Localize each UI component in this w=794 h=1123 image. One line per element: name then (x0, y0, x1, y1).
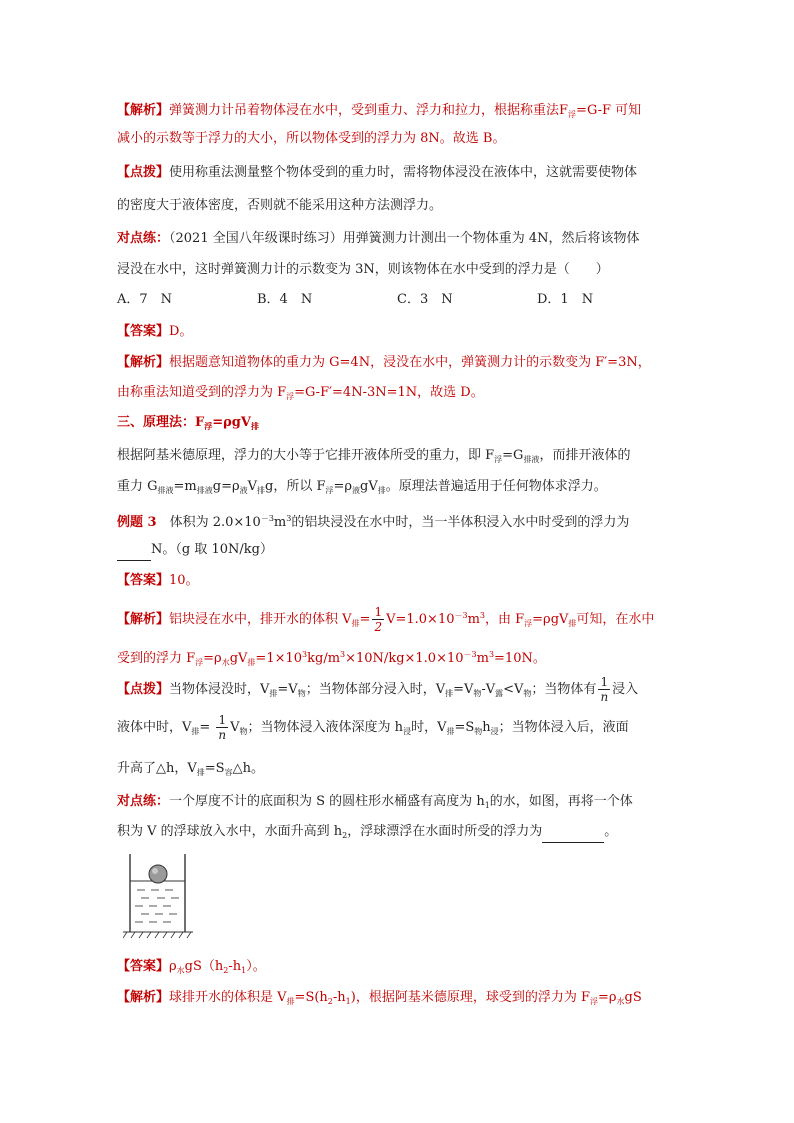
example-3-question: 例题 3 体积为 $2.0\times 10^{-3}m^3$的铝块浸没在水中时，当一半体积浸入水中时受到的浮力为 (117, 514, 630, 530)
example-3-question-line-2: N。（g 取 10N/kg） (117, 540, 273, 561)
option-d: D．1 N (537, 292, 594, 307)
analysis-paragraph-1-line-2: 减小的示数等于浮力的大小，所以物体受到的浮力为 8N。故选 B。 (117, 131, 506, 146)
tip-paragraph-1: 【点拨】使用称重法测量整个物体受到的重力时，需将物体浸没在液体中，这就需要使物体 (117, 165, 638, 180)
practice-question-1: 对点练：（2021 全国八年级课时练习）用弹簧测力计测出一个物体重为 4N，然后将该物体 (117, 231, 640, 246)
analysis-paragraph-2-line-2: 由称重法知道受到的浮力为 $F_浮=G-F'=4N-3N=1N$，故选 D。 (117, 385, 484, 401)
bucket-with-floating-ball-figure (123, 854, 193, 940)
answer-1: 【答案】D。 (117, 324, 193, 339)
answer-2: 【答案】10。 (117, 573, 199, 588)
answer-3: 【答案】$\rho_水gS(h_2-h_1)$。 (117, 959, 266, 975)
tip-paragraph-2-line-3: 升高了△h，$V_排=S_容\triangle h$。 (117, 761, 264, 777)
fraction-one-over-n: $\frac{1}{n}$ (600, 675, 609, 704)
principle-paragraph-line-2: 重力 $G_{排液}=m_{排液}g=\rho_液V_排g$，所以 $F_浮=\rho_液gV_排$。原理法普遍适用于任何物体求浮力。 (117, 479, 607, 495)
option-a: A．7 N (117, 292, 173, 307)
fraction-half: $\frac{1}{2}$ (374, 605, 383, 634)
tip-paragraph-2-line-2: 液体中时，$V_排=$ $\frac{1}{n}$ $V_物$；当物体浸入液体深度为 $h_浸$时，$V_排=S_物h_浸$；当物体浸入后，液面 (117, 713, 629, 742)
option-b: B．4 N (257, 292, 313, 307)
section-heading-principle: 三、原理法：$F_浮=\rho gV_排$ (117, 415, 259, 431)
analysis-paragraph-3: 【解析】铝块浸在水中，排开水的体积 $V_排=$ $\frac{1}{2}$ $V=1.0\times 10^{-3}m^3$，由 $F_浮=\rho gV_排$可知，在水中 (117, 605, 655, 634)
practice-question-2-line-2: 积为 V 的浮球放入水中，水面升高到 $h_2$，浮球漂浮在水面时所受的浮力为 。 (117, 822, 617, 846)
analysis-paragraph-1: 【解析】弹簧测力计吊着物体浸在水中，受到重力、浮力和拉力，根据称重法$F_浮=G-F$ 可知 (117, 103, 642, 119)
analysis-tag: 【解析】 (117, 103, 170, 118)
ball-highlight (152, 868, 158, 874)
practice-question-2: 对点练：一个厚度不计的底面积为 S 的圆柱形水桶盛有高度为 $h_1$的水，如图，再将一个体 (117, 794, 633, 810)
tip-paragraph-2: 【点拨】当物体浸没时，$V_排=V_物$；当物体部分浸入时，$V_排=V_物-V_露<V_物$；当物体有 $\frac{1}{n}$ 浸入 (117, 675, 639, 704)
practice-question-1-line-2: 浸没在水中，这时弹簧测力计的示数变为 3N，则该物体在水中受到的浮力是（ ） (117, 262, 609, 277)
options-row (117, 290, 593, 310)
answer-blank (117, 540, 151, 561)
practice-tag: 对点练： (117, 231, 170, 246)
option-c: C．3 N (397, 292, 453, 307)
analysis-paragraph-2: 【解析】根据题意知道物体的重力为 G=4N，浸没在水中，弹簧测力计的示数变为 F′=3N， (117, 355, 651, 370)
example-tag: 例题 3 (117, 515, 157, 530)
analysis-paragraph-3-line-2: 受到的浮力 $F_浮=\rho_水gV_排=1\times 10^3kg/m^3\times 10N/kg\times 1.0\times 10^{-3}m^3=10N$。 (117, 650, 546, 667)
tip-paragraph-1-line-2: 的密度大于液体密度，否则就不能采用这种方法测浮力。 (117, 198, 443, 213)
fraction-one-over-n-2: $\frac{1}{n}$ (218, 713, 227, 742)
answer-blank-2 (542, 822, 604, 843)
answer-tag: 【答案】 (117, 324, 170, 339)
ground-hatch (123, 932, 191, 938)
analysis-paragraph-4: 【解析】球排开水的体积是 $V_排=S(h_2-h_1)$，根据阿基米德原理，球受到的浮力为 $F_浮=\rho_水gS$ (117, 990, 642, 1006)
water-dashes (135, 890, 179, 922)
principle-paragraph: 根据阿基米德原理，浮力的大小等于它排开液体所受的重力，即 $F_浮=G_{排液}$，而排开液体的 (117, 448, 631, 464)
floating-ball (149, 865, 167, 883)
tip-tag: 【点拨】 (117, 165, 170, 180)
